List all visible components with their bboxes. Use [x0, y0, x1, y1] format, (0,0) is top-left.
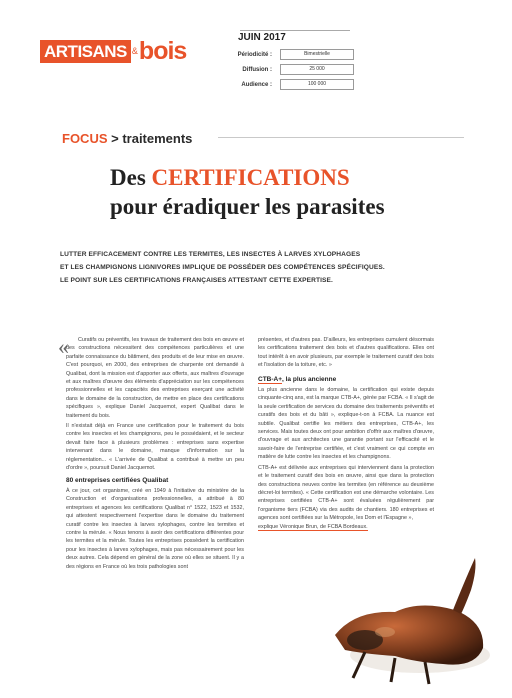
- section-tag-label: FOCUS: [62, 131, 108, 146]
- lead-line: ET LES CHAMPIGNONS LIGNIVORES IMPLIQUE DE POSSÉDER DES COMPÉTENCES SPÉCIFIQUES.: [60, 264, 385, 271]
- article-title-line2: pour éradiquer les parasites: [110, 194, 385, 219]
- meta-row-periodicity: [214, 49, 354, 60]
- body-paragraph: Curatifs ou préventifs, les travaux de traitement des bois en œuvre et des constructions nécessitent des compétences particulières et une parfaite connaissance du bâtiment, des produits et de leur mise en œuvre. C'est pourquoi, en 2000, des entreprises de charpente ont demandé à Qualibat, dont la mission est d'apporter aux offerts, aux maîtres d'ouvrage et aux maîtres d'œuvre des éléments d'appréciation sur les compétences professionnelles et les capacités des entreprises exerçant une activité dans le domaine de la construction, de mettre en place des certifications spécifiques », explique Daniel Jacquemot, expert Qualibat dans le traitement du bois.: [66, 337, 244, 419]
- body-paragraph: CTB-A+ est délivrée aux entreprises qui interviennent dans la protection et le traitement curatif des bois en œuvre, ainsi que dans la protection des constructions neuves contre les termites (en référence au deuxième décret-loi termites). « Cette certification est une démarche volontaire. Les entreprises certifiées CTB-A+ sont évaluées régulièrement par l'organisme tiers (FCBA) via des audits de chantiers. 180 entreprises et agences sont certifiées sur la Métropole, les Dom et l'Espagne »,: [258, 464, 434, 522]
- attribution: explique Véronique Brun, de FCBA Bordeaux.: [258, 523, 368, 530]
- meta-value: 25 000: [280, 64, 354, 75]
- publication-logo: [40, 38, 186, 64]
- logo-artisans: ARTISANS: [40, 40, 131, 63]
- meta-value: Bimestrielle: [280, 49, 354, 60]
- section-tag-separator: >: [107, 131, 123, 146]
- article-column-right: [258, 336, 434, 531]
- subhead-brand: CTB-A+: [258, 375, 283, 383]
- section-tag: [62, 131, 192, 146]
- lead-line: LE POINT SUR LES CERTIFICATIONS FRANÇAISES ATTESTANT CETTE EXPERTISE.: [60, 277, 333, 284]
- logo-bois: bois: [138, 36, 187, 65]
- meta-value: 100 000: [280, 79, 354, 90]
- body-paragraph: La plus ancienne dans le domaine, la certification qui existe depuis cinquante-cinq ans, est la marque CTB-A+, gérée par FCBA. « Il s'agit de la seule certification de services du domaine des traitements préventifs et curatifs des bois et du bâti », explique-t-on à FCBA. La nuance est subtile. Qualibat certifie les métiers des entreprises, CTB-A+, les services. Mais toutes deux ont pour ambition d'offrir aux maîtres d'œuvre, d'ouvrage et aux architectes une garantie portant sur l'efficacité et le savoir-faire de l'entreprise certifiée, et c'est vraiment ce qui compte en matière de lutte contre les insectes et les champignons.: [258, 387, 434, 461]
- article-title-line1: [110, 165, 350, 191]
- body-paragraph: présentes, et d'autres pas. D'ailleurs, les entreprises cumulent désormais les certifications traitement des bois et d'autres qualifications. Elles ont tout intérêt à en avoir plusieurs, par exemple le traitement curatif des bois et l'isolation de la toiture, etc. »: [258, 337, 434, 369]
- meta-row-audience: [214, 79, 354, 90]
- meta-label: Diffusion :: [242, 66, 272, 73]
- meta-label: Audience :: [241, 81, 272, 88]
- section-rule: [218, 137, 464, 138]
- section-subhead: 80 entreprises certifiées Qualibat: [66, 476, 169, 484]
- subhead-rest: , la plus ancienne: [282, 375, 337, 383]
- body-paragraph: À ce jour, cet organisme, créé en 1949 à l'initiative du ministère de la Construction et d'organisations professionnelles, a attribué à 80 entreprises et agences les certifications Qualibat n° 1522, 1523 et 1532, qui attestent respectivement l'expertise dans le domaine du traitement curatif contre les insectes à larves xylophages, contre les termites et contre la mérule. « Nous tenons à avoir des certifications différentes pour les termites et la mérule. Toutes les entreprises possèdent la certification pour les insectes à larves xylophages, mais pas nécessairement pour les deux autres. Cela dépend en général de la zone où elles se situent. Il y a des régions en France où les trois pathologies sont: [66, 487, 244, 570]
- section-subhead: [258, 376, 434, 384]
- body-paragraph: Il n'existait déjà en France une certification pour le traitement du bois contre les insectes et les champignons, peu le possédaient, et le secteur devait faire face à plusieurs problèmes : entreprises sans expertise intervenant dans le domaine, manque d'information sur la réglementation... « L'arrivée de Qualibat a contribué à mettre un peu d'ordre », poursuit Daniel Jacquemot.: [66, 423, 244, 472]
- issue-date: JUIN 2017: [238, 32, 286, 43]
- lead-line: LUTTER EFFICACEMENT CONTRE LES TERMITES, LES INSECTES À LARVES XYLOPHAGES: [60, 251, 361, 258]
- section-tag-topic: traitements: [122, 131, 193, 146]
- meta-row-circulation: [214, 64, 354, 75]
- title-prefix: Des: [110, 165, 152, 190]
- beetle-larva-illustration: [325, 540, 495, 690]
- article-lead: [60, 248, 450, 287]
- logo-ampersand: &: [131, 46, 138, 56]
- quote-mark: «: [58, 334, 69, 359]
- meta-divider: [240, 30, 350, 31]
- body-paragraph: [258, 523, 370, 531]
- article-column-left: [66, 336, 244, 571]
- title-accent: CERTIFICATIONS: [151, 165, 350, 190]
- meta-label: Périodicité :: [237, 51, 272, 58]
